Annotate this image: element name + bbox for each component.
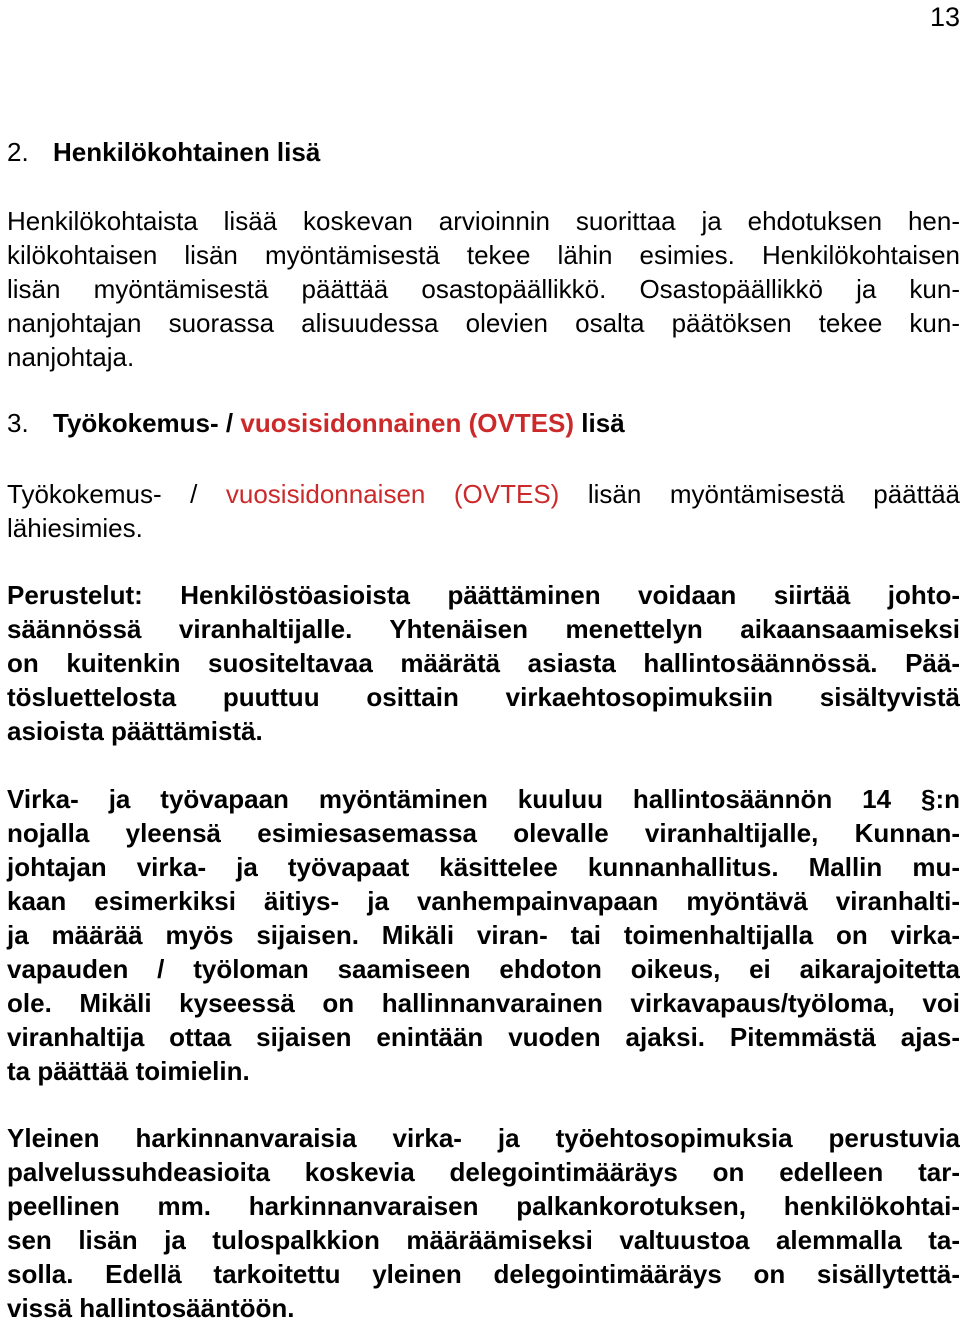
virkavapaa-line: johtajan virka- ja työvapaat käsittelee kunnanhallitus. Mallin mu- [7,852,960,882]
section-2-line: Henkilökohtaista lisää koskevan arvioinnin suorittaa ja ehdotuksen hen- [7,206,960,236]
perustelut-line: Perustelut: Henkilöstöasioista päättäminen voidaan siirtää johto- [7,580,960,610]
section-3-number: 3. [7,408,29,438]
virkavapaa-paragraph [7,782,960,1088]
virkavapaa-line: Virka- ja työvapaan myöntäminen kuuluu hallintosäännön 14 §:n [7,784,960,814]
perustelut-line: tösluettelosta puuttuu osittain virkaehtosopimuksiin sisältyvistä [7,682,960,712]
section-3-title-part1: Työkokemus- / [53,408,241,438]
section-3-text-highlight: vuosisidonnaisen (OVTES) [225,479,560,509]
section-2-line: nanjohtajan suorassa alisuudessa olevien osalta päätöksen tekee kun- [7,308,960,338]
virkavapaa-line: ja määrää myös sijaisen. Mikäli viran- tai toimenhaltijalla on virka- [7,920,960,950]
yleinen-line: solla. Edellä tarkoitettu yleinen delegointimääräys on sisällytettä- [7,1259,960,1289]
perustelut-paragraph [7,578,960,748]
virkavapaa-line: ole. Mikäli kyseessä on hallinnanvarainen virkavapaus/työloma, voi [7,988,960,1018]
section-3-paragraph [7,477,960,545]
yleinen-line: palvelussuhdeasioita koskevia delegointimääräys on edelleen tar- [7,1157,960,1187]
perustelut-line: säännössä viranhaltijalle. Yhtenäisen menettelyn aikaansaamiseksi [7,614,960,644]
section-3-title-part2: lisä [574,408,625,438]
perustelut-line: asioista päättämistä. [7,716,263,746]
section-3-title-highlight: vuosisidonnainen (OVTES) [240,408,575,438]
section-2-line: nanjohtaja. [7,342,135,372]
section-2-line: lisän myöntämisestä päättää osastopäällikkö. Osastopäällikkö ja kun- [7,274,960,304]
yleinen-paragraph [7,1121,960,1325]
virkavapaa-line: vapauden / työloman saamiseen ehdoton oikeus, ei aikarajoitetta [7,954,960,984]
section-3-line: lähiesimies. [7,513,143,543]
perustelut-line: on kuitenkin suositeltavaa määrätä asiasta hallintosäännössä. Pää- [7,648,960,678]
virkavapaa-line: ta päättää toimielin. [7,1056,250,1086]
virkavapaa-line: viranhaltija ottaa sijaisen enintään vuoden ajaksi. Pitemmästä ajas- [7,1022,960,1052]
yleinen-line: vissä hallintosääntöön. [7,1293,295,1323]
section-2-line: kilökohtaisen lisän myöntämisestä tekee lähin esimies. Henkilökohtaisen [7,240,960,270]
section-2-heading [7,135,320,169]
yleinen-line: Yleinen harkinnanvaraisia virka- ja työehtosopimuksia perustuvia [7,1123,960,1153]
yleinen-line: sen lisän ja tulospalkkion määräämiseksi valtuustoa alemmalla ta- [7,1225,960,1255]
section-3-heading [7,406,625,440]
page-number: 13 [929,2,960,32]
virkavapaa-line: nojalla yleensä esimiesasemassa olevalle viranhaltijalle, Kunnan- [7,818,960,848]
section-3-line [7,477,960,511]
yleinen-line: peellinen mm. harkinnanvaraisen palkankorotuksen, henkilökohtai- [7,1191,960,1221]
section-2-title: Henkilökohtainen lisä [53,137,321,167]
section-3-text-part1: Työkokemus- / [7,479,226,509]
section-2-number: 2. [7,137,29,167]
section-2-paragraph [7,204,960,374]
section-3-text-part2: lisän myöntämisestä päättää [559,479,960,509]
virkavapaa-line: kaan esimerkiksi äitiys- ja vanhempainvapaan myöntävä viranhalti- [7,886,960,916]
